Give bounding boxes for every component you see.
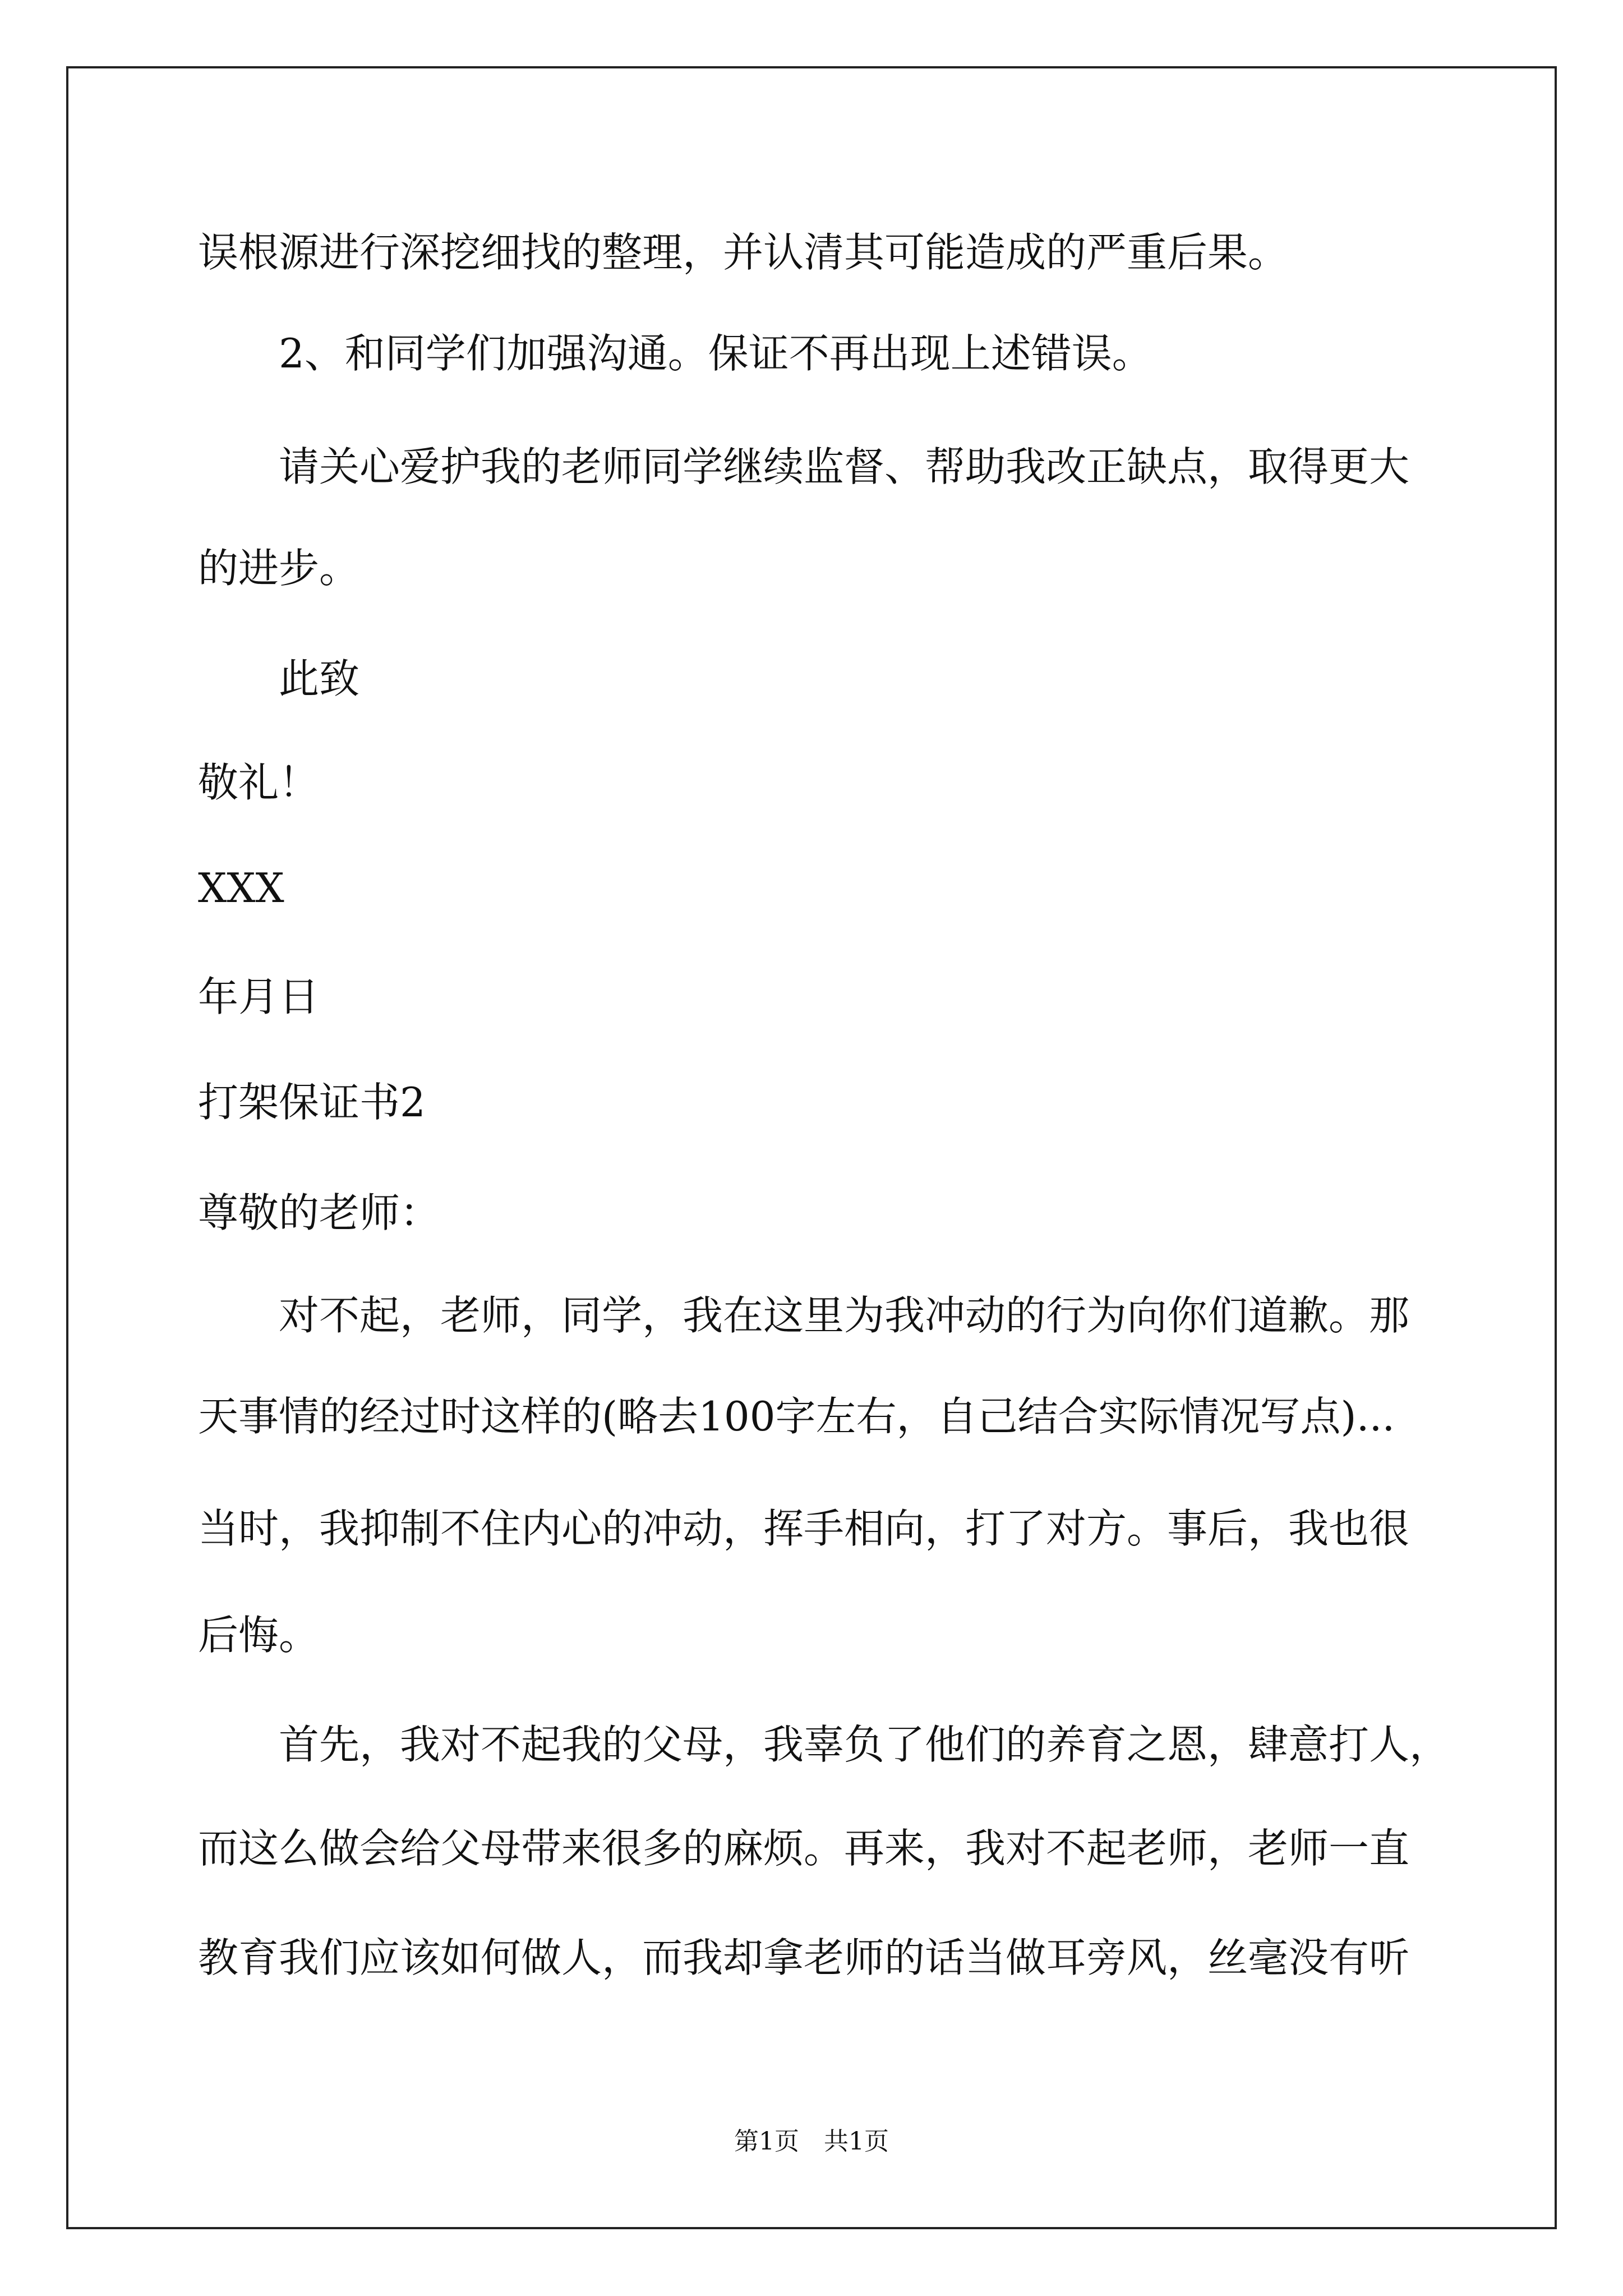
body-line: 误根源进行深挖细找的整理，并认清其可能造成的严重后果。 [198,229,1289,276]
page-border [66,66,1557,2229]
body-line: 后悔。 [198,1612,320,1659]
signature-name: XXX [198,864,284,912]
body-line: 教育我们应该如何做人，而我却拿老师的话当做耳旁风，丝毫没有听 [198,1934,1410,1981]
body-line: 首先，我对不起我的父母，我辜负了他们的养育之恩，肆意打人， [279,1721,1450,1768]
closing-line: 敬礼！ [198,759,320,806]
body-line: 请关心爱护我的老师同学继续监督、帮助我改正缺点，取得更大 [279,443,1410,490]
section-title: 打架保证书2 [198,1079,426,1126]
body-line: 对不起，老师，同学，我在这里为我冲动的行为向你们道歉。那 [279,1292,1410,1339]
salutation-line: 此致 [279,655,360,702]
page-footer: 第1页 共1页 [734,2127,889,2156]
body-line: 而这么做会给父母带来很多的麻烦。再来，我对不起老师，老师一直 [198,1825,1410,1872]
date-line: 年月日 [198,973,320,1020]
body-line: 2、和同学们加强沟通。保证不再出现上述错误。 [279,330,1152,377]
body-line: 当时，我抑制不住内心的冲动，挥手相向，打了对方。事后，我也很 [198,1505,1410,1552]
greeting-line: 尊敬的老师： [198,1189,441,1236]
body-line: 天事情的经过时这样的(略去100字左右，自己结合实际情况写点)... [198,1393,1395,1440]
body-line: 的进步。 [198,545,360,592]
